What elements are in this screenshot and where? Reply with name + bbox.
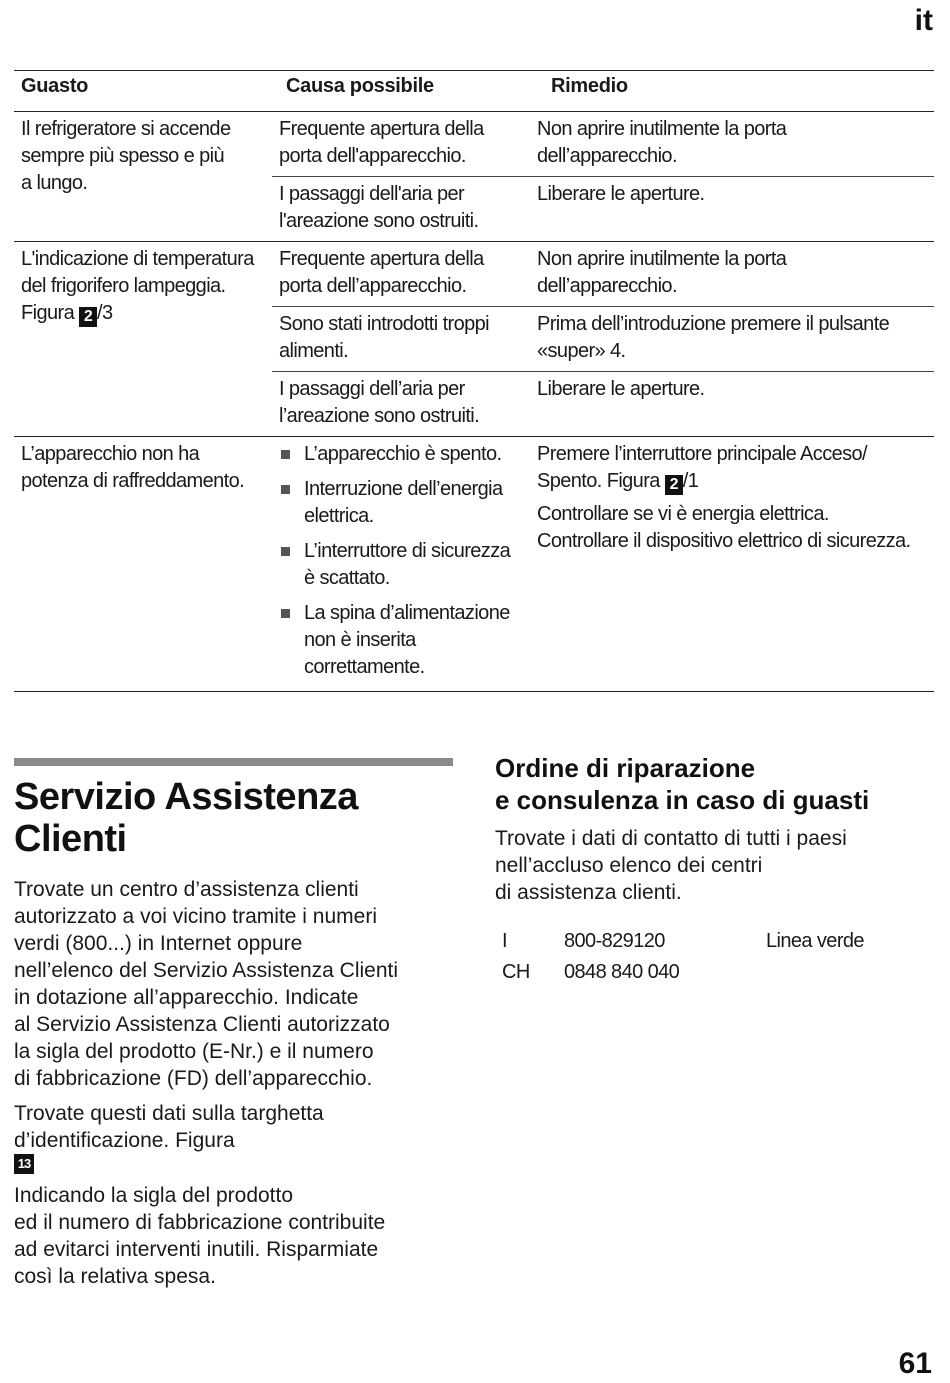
bullet-item: [279, 441, 530, 468]
table-row: [272, 242, 934, 306]
section-rule: [14, 758, 453, 766]
cause-cell: [272, 177, 530, 241]
table-group: [14, 112, 934, 242]
remedy-line: «super» 4.: [537, 340, 626, 362]
bullet-item: [279, 538, 530, 592]
header-fault: Guasto: [21, 75, 89, 97]
cause-cell: [272, 307, 530, 371]
contact-row: [502, 926, 864, 957]
contact-list: [502, 926, 864, 988]
remedy-cell: [530, 177, 934, 241]
bullet-line: elettrica.: [304, 505, 374, 527]
table-row: [272, 306, 934, 371]
remedy-line: Prima dell’introduzione premere il pulsante: [537, 313, 890, 335]
remedy-line: Non aprire inutilmente la porta: [537, 248, 787, 270]
paragraph: [14, 1100, 454, 1174]
text-line: la sigla del prodotto (E-Nr.) e il numero: [14, 1040, 374, 1063]
bullet-line: La spina d’alimentazione: [304, 602, 510, 624]
cause-line: l'areazione sono ostruiti.: [279, 210, 479, 232]
title-line: Servizio Assistenza: [14, 776, 358, 818]
text-line: ad evitarci interventi inutili. Risparmiate: [14, 1238, 379, 1261]
cause-line: Sono stati introdotti troppi: [279, 313, 489, 335]
text-line: autorizzato a voi vicino tramite i numeri: [14, 905, 377, 928]
language-code: it: [914, 4, 933, 37]
cause-line: l’areazione sono ostruiti.: [279, 405, 480, 427]
fault-cell: [14, 112, 272, 241]
square-bullet-icon: [281, 485, 290, 494]
remedy-line: dell’apparecchio.: [537, 145, 677, 167]
text-line: nell’elenco del Servizio Assistenza Clienti: [14, 959, 399, 982]
cause-cell: [272, 112, 530, 176]
phone-number: 800-829120: [564, 930, 665, 952]
figure-badge: 2: [79, 307, 97, 327]
cause-line: porta dell’apparecchio.: [279, 275, 467, 297]
fault-line: a lungo.: [21, 172, 88, 194]
cause-line: I passaggi dell’aria per: [279, 378, 465, 400]
table-group: [14, 242, 934, 437]
remedy-cell: [530, 112, 934, 176]
remedy-line: [537, 468, 934, 495]
text-line: di assistenza clienti.: [495, 881, 682, 904]
text-line: verdi (800...) in Internet oppure: [14, 932, 303, 955]
fault-cell: [14, 437, 272, 691]
figure-badge: 13: [14, 1154, 34, 1174]
remedy-fig-suffix: /1: [682, 470, 699, 492]
table-group: [14, 437, 934, 691]
paragraph: [14, 1182, 454, 1290]
bullet-line: è scattato.: [304, 567, 390, 589]
table-header: [14, 71, 934, 112]
bullet-line: Interruzione dell’energia: [304, 478, 503, 500]
remedy-line: Liberare le aperture.: [537, 183, 705, 205]
remedy-cell: [530, 372, 934, 436]
bullet-line: non è inserita: [304, 629, 416, 651]
square-bullet-icon: [281, 450, 290, 459]
remedy-line: Premere l’interruttore principale Acceso/: [537, 443, 867, 465]
bullet-item: [279, 476, 530, 530]
remedy-line: Non aprire inutilmente la porta: [537, 118, 787, 140]
cause-cell: [272, 372, 530, 436]
table-row: [272, 176, 934, 241]
text-line: di fabbricazione (FD) dell’apparecchio.: [14, 1067, 373, 1090]
fault-line: L'indicazione di temperatura: [21, 248, 254, 270]
remedy-cell: [530, 307, 934, 371]
cause-line: Frequente apertura della: [279, 248, 484, 270]
fault-line: del frigorifero lampeggia.: [21, 275, 226, 297]
figure-badge: 2: [665, 475, 683, 495]
title-line: Clienti: [14, 818, 127, 860]
country-code: I: [502, 930, 507, 952]
page-number: 61: [898, 1347, 932, 1380]
header-remedy: Rimedio: [551, 75, 628, 97]
cause-line: Frequente apertura della: [279, 118, 484, 140]
fig-prefix: d’identificazione. Figura: [14, 1129, 235, 1152]
table-row: [272, 112, 934, 176]
text-line: nell’accluso elenco dei centri: [495, 854, 763, 877]
bullet-item: [279, 600, 530, 681]
remedy-line: dell’apparecchio.: [537, 275, 677, 297]
title-line: Ordine di riparazione: [495, 753, 756, 783]
remedy-line: Controllare se vi è energia elettrica.: [537, 503, 829, 525]
service-body: [14, 876, 454, 1298]
contact-row: [502, 957, 864, 988]
fault-figure-ref: [21, 300, 272, 327]
figure-prefix: Figura: [21, 302, 80, 324]
text-line: Trovate questi dati sulla targhetta: [14, 1102, 324, 1125]
remedy-cell: [530, 437, 934, 691]
text-line: così la relativa spesa.: [14, 1265, 216, 1288]
troubleshooting-table: [14, 70, 934, 692]
square-bullet-icon: [281, 609, 290, 618]
phone-label: Linea verde: [766, 930, 864, 952]
cause-line: porta dell'apparecchio.: [279, 145, 466, 167]
fault-line: potenza di raffreddamento.: [21, 470, 245, 492]
figure-suffix: /3: [97, 302, 113, 324]
paragraph: [14, 876, 454, 1092]
cause-line: alimenti.: [279, 340, 349, 362]
service-title: [14, 776, 453, 860]
repair-text: [495, 825, 935, 906]
bullet-line: L’interruttore di sicurezza: [304, 540, 511, 562]
text-line: Indicando la sigla del prodotto: [14, 1184, 294, 1207]
remedy-line: Liberare le aperture.: [537, 378, 705, 400]
bullet-line: correttamente.: [304, 656, 425, 678]
cause-cell: [272, 437, 530, 691]
table-row: [272, 371, 934, 436]
fault-cell: [14, 242, 272, 436]
remedy-line: Controllare il dispositivo elettrico di sicurezza.: [537, 530, 911, 552]
text-line: al Servizio Assistenza Clienti autorizzato: [14, 1013, 390, 1036]
bullet-line: L’apparecchio è spento.: [304, 443, 502, 465]
text-line: Trovate un centro d’assistenza clienti: [14, 878, 359, 901]
text-line: Trovate i dati di contatto di tutti i paesi: [495, 827, 847, 850]
fault-line: sempre più spesso e più: [21, 145, 224, 167]
fault-line: L’apparecchio non ha: [21, 443, 200, 465]
country-code: CH: [502, 961, 530, 983]
text-line: ed il numero di fabbricazione contribuite: [14, 1211, 386, 1234]
cause-line: I passaggi dell'aria per: [279, 183, 465, 205]
fault-line: Il refrigeratore si accende: [21, 118, 231, 140]
remedy-cell: [530, 242, 934, 306]
text-line: in dotazione all’apparecchio. Indicate: [14, 986, 359, 1009]
phone-number: 0848 840 040: [564, 961, 680, 983]
text-line: [14, 1127, 454, 1174]
square-bullet-icon: [281, 547, 290, 556]
remedy-fig-prefix: Spento. Figura: [537, 470, 665, 492]
header-cause: Causa possibile: [286, 75, 434, 97]
cause-cell: [272, 242, 530, 306]
table-row: [272, 437, 934, 691]
repair-title: [495, 752, 935, 816]
title-line: e consulenza in caso di guasti: [495, 785, 870, 815]
